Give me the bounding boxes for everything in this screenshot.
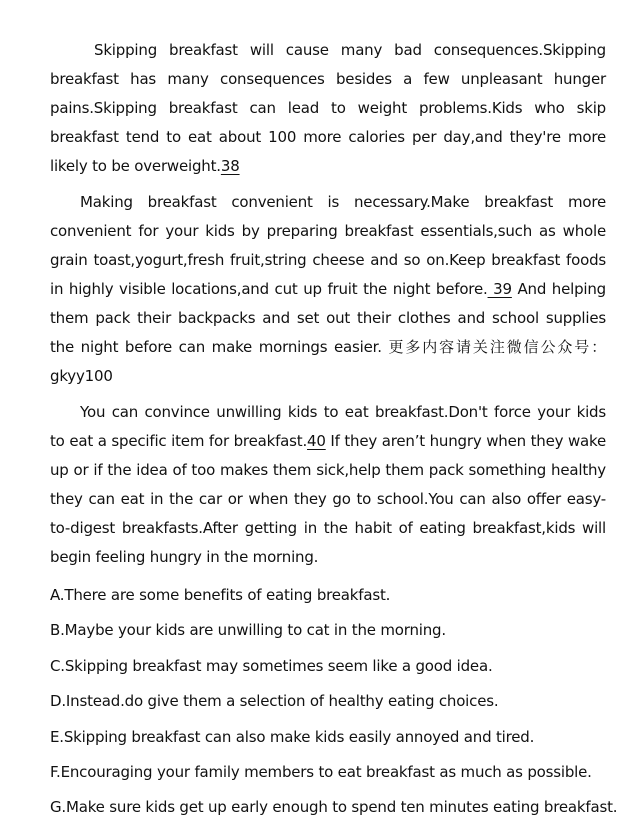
paragraph-text: Skipping breakfast will cause many bad consequences.Skipping breakfast has many consequences besides a few unpleasant hunger pains.Skipping breakfast can lead to weight problems.Kids who skip breakfast tend to eat about 100 more calories per day,and they're more likely to be overweight. [50,41,606,175]
option-c: C.Skipping breakfast may sometimes seem like a good idea. [50,656,493,675]
paragraph-text: You can convince unwilling kids to eat breakfast.Don't force your kids to eat a specific item for breakfast. [50,403,606,450]
paragraph-2 [50,188,606,391]
paragraph-3 [50,398,606,572]
option-g: G.Make sure kids get up early enough to spend ten minutes eating breakfast. [50,798,618,817]
paragraph-text: Making breakfast convenient is necessary.Make breakfast more convenient for your kids by preparing breakfast essentials,such as whole grain toast,yogurt,fresh fruit,string cheese and so on.Keep breakfast foods in highly visible locations,and cut up fruit the night before. [50,193,606,298]
answer-options [50,578,618,826]
paragraph-1 [50,36,606,181]
option-f: F.Encouraging your family members to eat breakfast as much as possible. [50,763,592,782]
exam-document [50,36,618,826]
option-a: A.There are some benefits of eating breakfast. [50,586,391,604]
option-e: E.Skipping breakfast can also make kids easily annoyed and tired. [50,727,535,746]
paragraph-text: And helping them pack their backpacks and set out their clothes and school supplies the night before can make mornings easier. 更多内容请关注微信公众号：gkyy100 [50,280,607,385]
option-d: D.Instead.do give them a selection of healthy eating choices. [50,692,499,711]
option-b: B.Maybe your kids are unwilling to cat in the morning. [50,621,446,640]
blank-38: 38 [220,157,240,175]
blank-39: 39 [487,280,512,298]
paragraph-text: If they aren’t hungry when they wake up or if the idea of too makes them sick,help them pack something healthy they can eat in the car or when they go to school.You can also offer easy-to-digest breakfasts.After getting in the habit of eating breakfast,kids will begin feeling hungry in the morning. [50,432,606,566]
blank-40: 40 [307,432,326,450]
